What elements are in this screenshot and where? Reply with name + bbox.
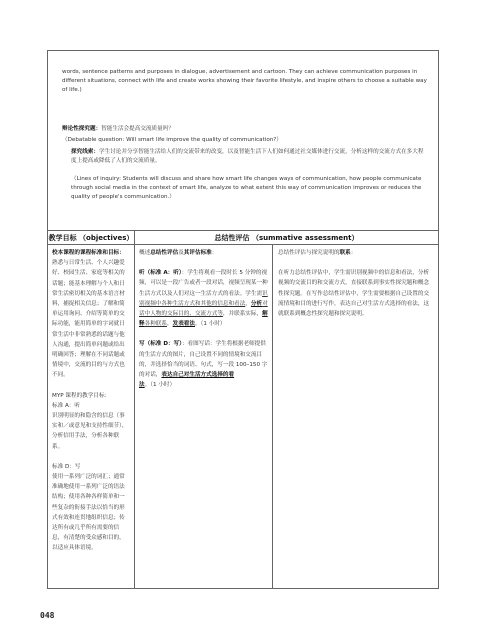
criterion-d-text: 使用一系列广泛的词汇；通常准确地使用一系列广泛的语法结构；使用各种各样简单和一些复杂的衔接手法以恰当的形式有效和连贯地组织信息；传达所有或几乎所有需要的信息，有清楚的受众感和目的，以适应具体语境。 bbox=[52, 474, 125, 552]
listening-task-label: 听（标准 A：听） bbox=[139, 270, 182, 277]
connection-title: 总结性评估与探究说明的联系： bbox=[278, 250, 357, 256]
lines-of-inquiry-text: 学生讨论并分享智能生活给人们的交流带来的改变，以及智能生活下人们如何通过社交媒体进行交流，分析这样的交流方式在多大程度上提高或降低了人们的交流质量。 bbox=[71, 149, 424, 165]
debatable-question-english: （Debatable question: Will smart life improve the quality of communication?） bbox=[62, 137, 282, 143]
assessment-overview-title: 概述总结性评估及其评估标准： bbox=[139, 250, 218, 256]
writing-task-label: 写（标准 D：写） bbox=[139, 341, 182, 348]
objectives-column bbox=[48, 245, 135, 588]
inquiry-section bbox=[48, 51, 438, 231]
writing-task: 写（标准 D：写）：看图写话：学生将根据老师提供的生活方式的图片，自己设置不同的情境和交流目的，并选择恰当的词语、句式，写一段 100–150 字的对话，表达自己对生活方式选择的看法。（1 小时） bbox=[139, 341, 268, 389]
statement-of-inquiry-english: words, sentence patterns and purposes in dialogue, advertisement and cartoon. They can achieve communication purposes in different situations, connect with life and create works showing their favorite lifestyle, and inspire others to choose a suitable way of life.) bbox=[62, 69, 427, 94]
connection-text: 在听力总结性评估中，学生需识别视频中的信息和看法，分析视频的交流目的和交流方式，直接联系到事实性探究题和概念性探究题。在写作总结性评估中，学生需要根据自己设置的交流情境和目的进行写作，表达自己对生活方式选择的看法，这就联系到概念性探究题和探究说明。 bbox=[278, 270, 430, 318]
lines-of-inquiry-label: 探究线索： bbox=[71, 149, 99, 155]
school-standard-text: 熟悉与日常生活、个人兴趣爱好、校园生活、家庭等相关的话题；能基本理解与个人和日常生活密切相关的基本语言材料，捕捉相关信息；了解和简单运用询问、介绍等简单的交际功能，能用简单的字词就日常生活中非常熟悉的话题与他人沟通，提出简单问题或给出明确回答；理解在不同话题或情境中，交流的目的与方式也不同。 bbox=[52, 260, 125, 379]
inquiry-connection-column bbox=[273, 245, 438, 588]
school-standard-title: 校本课程的课程标准和目标： bbox=[52, 250, 125, 256]
criterion-a-title: 标准 A：听 bbox=[52, 402, 80, 409]
myp-objectives-title: MYP 课程的教学目标： bbox=[52, 392, 111, 399]
page-number: 048 bbox=[40, 611, 55, 620]
unit-plan-table bbox=[47, 50, 439, 589]
criterion-d-title: 标准 D：写 bbox=[52, 463, 81, 470]
debatable-question-label: 辩论性探究题： bbox=[62, 126, 102, 132]
lines-of-inquiry-english: （Lines of inquiry: Students will discuss and share how smart life changes ways of communication, how people communicate through social media in the context of smart life, analyze to what extent this way of communication improves or reduces the quality of people's communication.） bbox=[71, 176, 422, 201]
debatable-question bbox=[62, 125, 428, 134]
summative-assessment-header: 总结性评估 （summative assessment） bbox=[135, 231, 438, 245]
criterion-a-text: 识别明显的和隐含的信息（事实和／或意见和支持性细节），分析信用手法，分析各种联系。 bbox=[52, 413, 128, 450]
listening-task: 听（标准 A：听）：学生将观看一段时长 5 分钟的视频，可以是一段广告或者一段对话，视频呈现某一种生活方式以及人们对这一生活方式的看法。学生需识别视频中各种生活方式和其他的信息和看法，分析对话中人物的交际目的、交流方式等，并联系实际，解释各种联系，发表看法。（1 小时） bbox=[139, 270, 268, 328]
debatable-question-text: 智能生活会提高交流质量吗？ bbox=[101, 126, 174, 132]
summative-assessment-column bbox=[135, 245, 273, 588]
lines-of-inquiry bbox=[71, 148, 428, 166]
objectives-header: 教学目标 （objectives） bbox=[48, 231, 135, 245]
